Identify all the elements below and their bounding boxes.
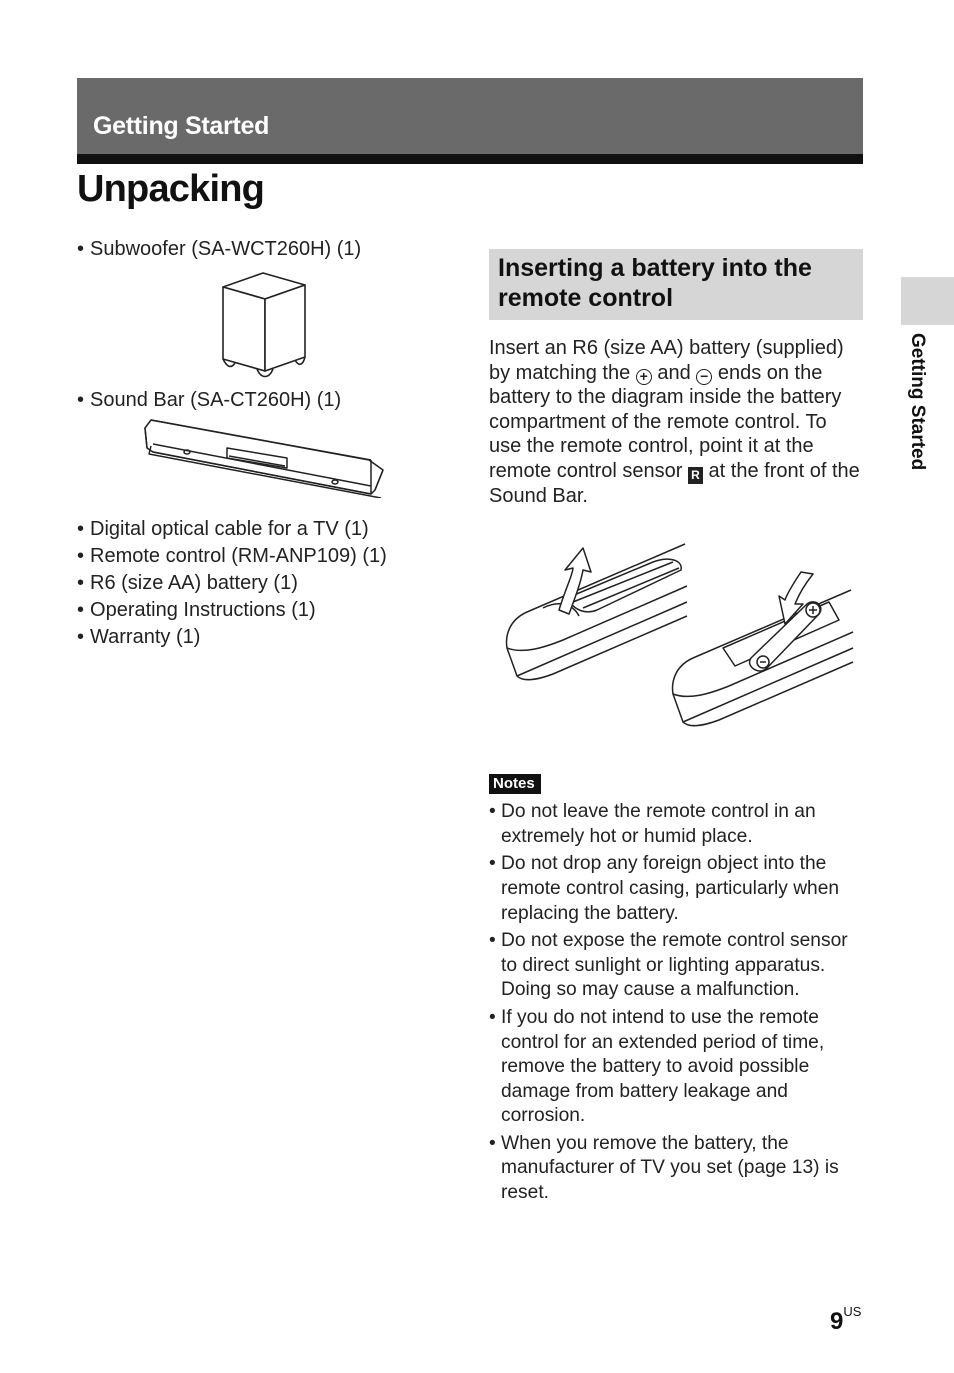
- remote-sensor-icon: R: [688, 467, 703, 484]
- note-item: • Do not drop any foreign object into the remote control casing, particularly when replacing the battery.: [489, 852, 863, 926]
- note-item: • If you do not intend to use the remote control for an extended period of time, remove the battery to avoid possible damage from battery leakage and corrosion.: [489, 1006, 863, 1129]
- list-item-text: Subwoofer (SA-WCT260H) (1): [90, 238, 362, 260]
- notes-badge: Notes: [489, 774, 541, 794]
- sound-bar-illustration: [141, 418, 387, 498]
- list-item-text: Operating Instructions (1): [90, 599, 316, 621]
- battery-heading: Inserting a battery into the remote control: [498, 254, 812, 312]
- accessory-list: [77, 516, 457, 651]
- list-item: • Remote control (RM-ANP109) (1): [77, 545, 387, 567]
- list-item-text: R6 (size AA) battery (1): [90, 572, 298, 594]
- note-item: • When you remove the battery, the manufacturer of TV you set (page 13) is reset.: [489, 1132, 863, 1206]
- minus-symbol-icon: −: [696, 369, 712, 385]
- section-header-rule: [77, 154, 863, 164]
- list-item: • Digital optical cable for a TV (1): [77, 518, 369, 540]
- list-item: • Warranty (1): [77, 626, 201, 648]
- subheading-box: [489, 249, 863, 320]
- list-item-text: Warranty (1): [90, 626, 201, 648]
- page-number: [830, 1304, 862, 1336]
- instruction-text: at the front of the Sound Bar.: [489, 459, 860, 507]
- page-title: Unpacking: [77, 168, 265, 210]
- list-item: • R6 (size AA) battery (1): [77, 572, 298, 594]
- page-number-suffix: US: [843, 1304, 862, 1319]
- page-number-value: 9: [830, 1308, 844, 1335]
- list-item: • Operating Instructions (1): [77, 599, 316, 621]
- list-item: • Sound Bar (SA-CT260H) (1): [77, 389, 342, 411]
- instruction-text: Insert an R6 (size AA) battery (supplied) by matching the: [489, 337, 844, 384]
- battery-insertion-illustration: [503, 538, 855, 738]
- list-item: • Subwoofer (SA-WCT260H) (1): [77, 238, 362, 260]
- unpacking-list: [77, 236, 457, 651]
- subwoofer-illustration: [217, 271, 309, 379]
- section-title: Getting Started: [93, 112, 270, 140]
- chapter-tab: [901, 277, 954, 325]
- note-item: • Do not expose the remote control sensor to direct sunlight or lighting apparatus. Doing so may cause a malfunction.: [489, 929, 863, 1003]
- list-item-text: Sound Bar (SA-CT260H) (1): [90, 389, 342, 411]
- battery-instructions: [489, 336, 863, 508]
- list-item-text: Remote control (RM-ANP109) (1): [90, 545, 387, 567]
- list-item-text: Digital optical cable for a TV (1): [90, 518, 369, 540]
- chapter-tab-label: Getting Started: [907, 333, 928, 471]
- plus-symbol-icon: +: [636, 369, 652, 385]
- instruction-text: and: [657, 361, 691, 384]
- battery-section: [489, 249, 863, 1209]
- instruction-text: ends on the battery to the diagram inside the battery compartment of the remote control. To use the remote control, point it at the remote control sensor: [489, 361, 842, 482]
- note-item: • Do not leave the remote control in an extremely hot or humid place.: [489, 800, 863, 849]
- notes-list: [489, 800, 863, 1206]
